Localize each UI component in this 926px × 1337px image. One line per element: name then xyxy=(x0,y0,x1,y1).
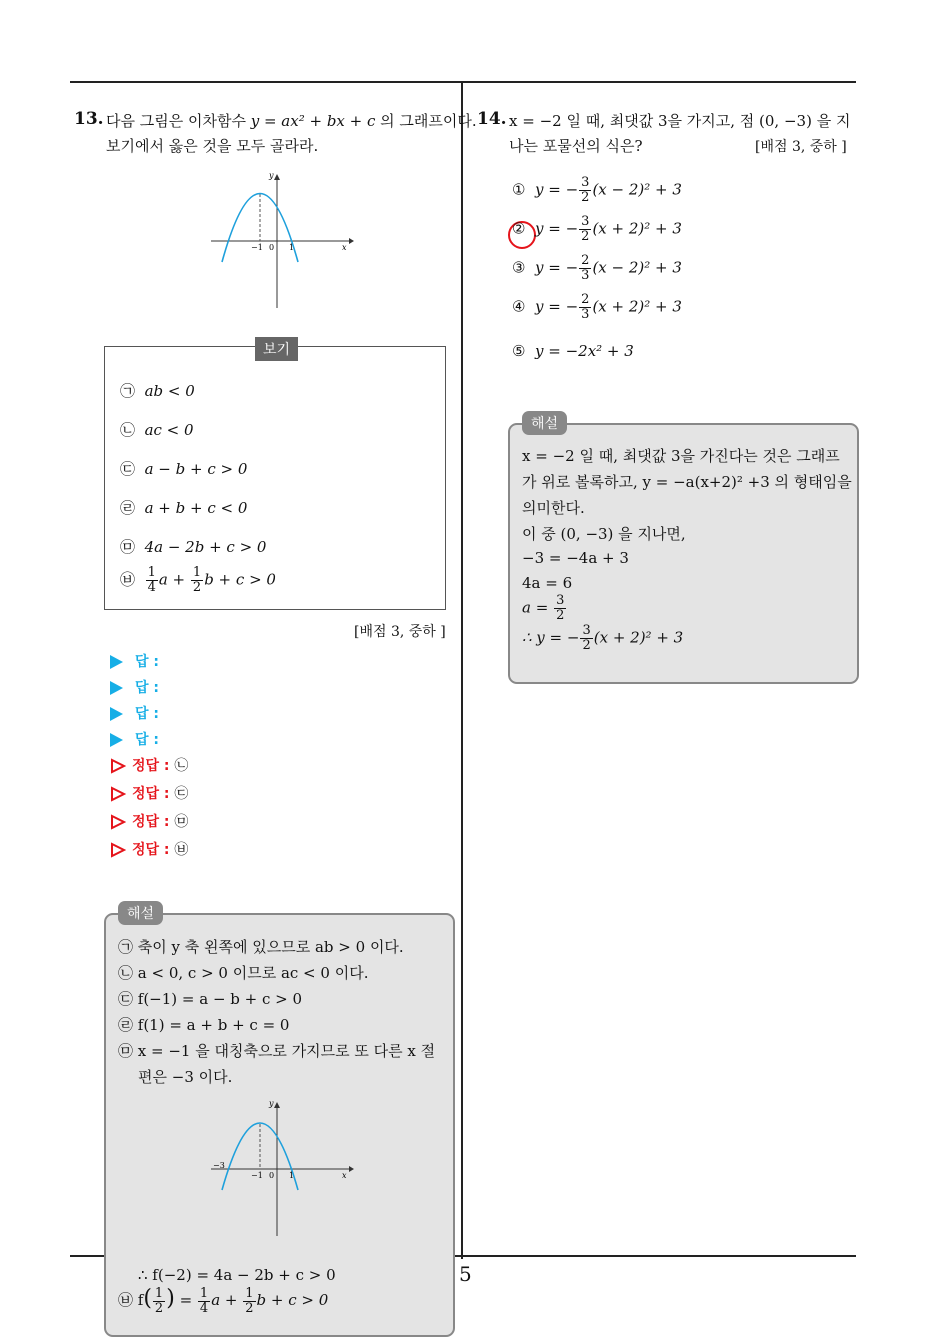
correct-answer-1: 정답 : ㉡ xyxy=(110,755,188,775)
column-divider xyxy=(461,81,463,1259)
bogi-item-6: ㉥ $\frac{1}{4}$ a + $\frac{1}{2}$ b + c > 0 xyxy=(120,565,276,595)
q14-expl-line-2: 가 위로 볼록하고, y = −a(x+2)² +3 의 형태임을 xyxy=(522,473,852,491)
q13-expl-tail-1: ∴ f(−2) = 4a − 2b + c > 0 xyxy=(138,1266,336,1284)
answer-line-3: 답 : xyxy=(110,703,159,723)
y-axis-label: y xyxy=(269,171,274,180)
q14-option-4[interactable]: ④ y = − $\frac{2}{3}$ (x + 2)² + 3 xyxy=(512,292,682,322)
q14-expl-a: a = $\frac{3}{2}$ xyxy=(522,593,565,623)
q13-expl-line-5: ㉤ x = −1 을 대칭축으로 가지므로 또 다른 x 절 xyxy=(118,1042,436,1060)
q14-line1: x = −2 일 때, 최댓값 3을 가지고, 점 (0, −3) 을 지 xyxy=(509,112,851,130)
top-rule xyxy=(70,81,856,83)
q14-option-2[interactable]: ② y = − $\frac{3}{2}$ (x + 2)² + 3 xyxy=(512,214,682,244)
tick-0: 0 xyxy=(269,243,275,252)
svg-text:x: x xyxy=(342,1171,347,1180)
q13-number: 13. xyxy=(74,109,104,129)
svg-text:−3: −3 xyxy=(213,1161,225,1170)
q14-expl-final: ∴ y = − $\frac{3}{2}$ (x + 2)² + 3 xyxy=(522,623,684,653)
correct-answer-4: 정답 : ㉥ xyxy=(110,839,188,859)
svg-text:−1: −1 xyxy=(251,1171,263,1180)
q14-expl-line-6: 4a = 6 xyxy=(522,574,573,592)
q13-explanation-graph xyxy=(205,1098,355,1238)
q14-option-5[interactable]: ⑤ y = −2x² + 3 xyxy=(512,342,634,360)
q14-number: 14. xyxy=(477,109,507,129)
answer-line-1: 답 : xyxy=(110,651,159,671)
q14-option-1[interactable]: ① y = − $\frac{3}{2}$ (x − 2)² + 3 xyxy=(512,175,682,205)
bogi-title: 보기 xyxy=(255,337,298,361)
correct-answer-2: 정답 : ㉢ xyxy=(110,783,188,803)
q13-line1-end: 의 그래프이다. xyxy=(375,112,477,130)
svg-text:1: 1 xyxy=(289,1171,295,1180)
page-number: 5 xyxy=(455,1262,476,1286)
q13-parabola-graph xyxy=(205,170,355,310)
bogi-item-1: ㉠ ab < 0 xyxy=(120,382,195,400)
q14-explanation-title: 해설 xyxy=(522,411,567,435)
bogi-item-5: ㉤ 4a − 2b + c > 0 xyxy=(120,538,267,556)
q14-score: [배점 3, 중하 ] xyxy=(755,139,847,155)
q13-line1-text: 다음 그림은 이차함수 xyxy=(106,112,251,130)
q14-expl-line-5: −3 = −4a + 3 xyxy=(522,549,629,567)
answer-line-2: 답 : xyxy=(110,677,159,697)
tick-1: 1 xyxy=(289,243,295,252)
bogi-item-4: ㉣ a + b + c < 0 xyxy=(120,499,248,517)
q13-expl-line-4: ㉣ f(1) = a + b + c = 0 xyxy=(118,1016,290,1034)
svg-text:y: y xyxy=(269,1099,274,1108)
q13-score: [배점 3, 중하 ] xyxy=(354,624,446,640)
q13-expl-line-1: ㉠ 축이 y 축 왼쪽에 있으므로 ab > 0 이다. xyxy=(118,938,404,956)
q14-line2: 나는 포물선의 식은? xyxy=(509,137,643,155)
q13-line2: 보기에서 옳은 것을 모두 골라라. xyxy=(106,137,319,155)
q14-expl-line-1: x = −2 일 때, 최댓값 3을 가진다는 것은 그래프 xyxy=(522,447,840,465)
svg-text:0: 0 xyxy=(269,1171,275,1180)
x-axis-label: x xyxy=(342,243,347,252)
tick-minus1: −1 xyxy=(251,243,263,252)
q14-expl-line-4: 이 중 (0, −3) 을 지나면, xyxy=(522,525,686,543)
q13-expl-line-2: ㉡ a < 0, c > 0 이므로 ac < 0 이다. xyxy=(118,964,369,982)
q13-expl-tail-2: ㉥ f( $\frac{1}{2}$ ) = $\frac{1}{4}$ a + $\frac{1}{2}$ b + c > 0 xyxy=(118,1285,329,1316)
q13-expl-line-6: 편은 −3 이다. xyxy=(138,1068,233,1086)
bogi-item-3: ㉢ a − b + c > 0 xyxy=(120,460,248,478)
answer-line-4: 답 : xyxy=(110,729,159,749)
q13-equation: y = ax² + bx + c xyxy=(250,112,376,130)
q14-expl-line-3: 의미한다. xyxy=(522,499,585,517)
correct-answer-3: 정답 : ㉤ xyxy=(110,811,188,831)
q14-option-3[interactable]: ③ y = − $\frac{2}{3}$ (x − 2)² + 3 xyxy=(512,253,682,283)
q13-expl-line-3: ㉢ f(−1) = a − b + c > 0 xyxy=(118,990,303,1008)
bogi-item-2: ㉡ ac < 0 xyxy=(120,421,194,439)
q13-explanation-title: 해설 xyxy=(118,901,163,925)
q13-line1 xyxy=(106,110,477,131)
